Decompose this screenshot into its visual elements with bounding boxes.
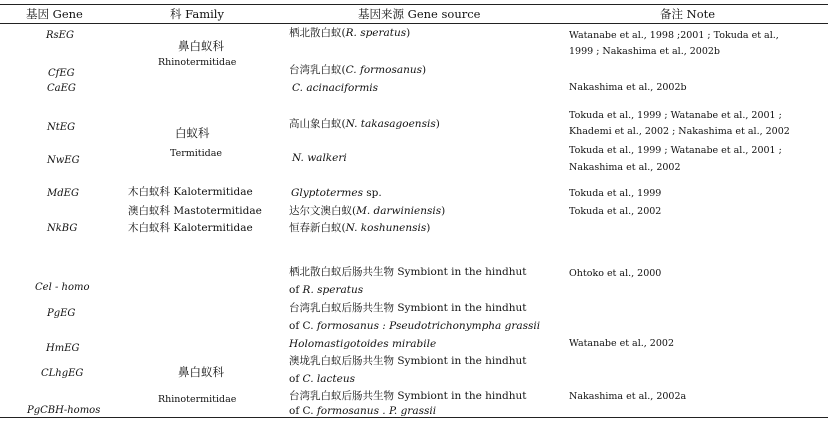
gene-nweg: NwEG [47,155,80,166]
source-species: formosanus . P. grassii [316,405,437,417]
gene-caeg: CaEG [47,83,76,94]
family-kalotermitidae-2: 木白蚁科 Kalotermitidae [128,222,253,234]
source-symbiont-c-formosanus-l2 [289,320,540,332]
gene-nteg: NtEG [47,122,76,133]
source-symbiont-c-formosanus-l1: 台湾乳白蚁后肠共生物 Symbiont in the hindhut [289,302,527,314]
header-rule [0,23,828,24]
source-species: N. takasagoensis [345,118,436,130]
source-cn: 栖北散白蚁( [289,27,346,39]
header-note: 备注 Note [660,7,716,21]
header-family: 科 Family [170,7,224,21]
note-6: Tokuda et al., 2002 [569,206,662,217]
note-2: Nakashima et al., 2002b [569,82,687,93]
source-species: formosanus : Pseudotrichonympha grassii [316,320,541,332]
family-kalotermitidae-1: 木白蚁科 Kalotermitidae [128,186,253,198]
source-species: C. lacteus [302,373,355,385]
source-species: M. darwiniensis [356,205,442,217]
header-source: 基因来源 Gene source [358,7,481,21]
gene-clhgeg: CLhgEG [41,368,84,379]
source-holomastigotoides: Holomastigotoides mirabile [289,338,437,350]
gene-cel-homo: Cel - homo [35,282,90,293]
source-cn: 达尔文澳白蚁( [289,205,357,217]
bottom-rule [0,417,828,418]
source-n-walkeri: N. walkeri [292,152,347,164]
note-9: Nakashima et al., 2002a [569,391,687,402]
family-rhinotermitidae-en: Rhinotermitidae [158,57,237,68]
source-species: Glyptotermes [291,187,363,199]
header-gene: 基因 Gene [26,7,83,21]
source-symbiont-r-speratus-l1: 栖北散白蚁后肠共生物 Symbiont in the hindhut [289,266,527,278]
note-4-line-2: Nakashima et al., 2002 [569,162,681,173]
gene-rseg: RsEG [46,30,74,41]
source-end: ) [441,205,446,217]
top-rule [0,4,828,5]
family-termitidae-en: Termitidae [170,148,223,159]
source-symbiont-c-lacteus-l1: 澳垅乳白蚁后肠共生物 Symbiont in the hindhut [289,355,527,367]
source-symbiont-p-grassii-l2 [289,405,436,417]
source-of: of [289,373,303,385]
gene-pgeg: PgEG [47,308,76,319]
source-end: ) [435,118,440,130]
gene-mdeg: MdEG [47,188,79,199]
source-of: of [289,284,303,296]
source-species: R. speratus [302,284,364,296]
source-cn: 恒春新白蚁( [289,222,346,234]
source-species: R. speratus [345,27,407,39]
note-7: Ohtoko et al., 2000 [569,268,662,279]
gene-pgcbh-homos: PgCBH-homos [27,405,101,416]
source-species: N. koshunensis [345,222,427,234]
family-rhinotermitidae-2-cn: 鼻白蚁科 [178,365,224,379]
source-symbiont-r-speratus-l2 [289,284,363,296]
family-rhinotermitidae-2-en: Rhinotermitidae [158,394,237,405]
note-4-line-1: Tokuda et al., 1999 ; Watanabe et al., 2001 ; [569,145,782,156]
source-end: ) [426,222,431,234]
note-8: Watanabe et al., 2002 [569,338,674,349]
source-c-acinaciformis: C. acinaciformis [292,82,379,94]
source-symbiont-p-grassii-l1: 台湾乳白蚁后肠共生物 Symbiont in the hindhut [289,390,527,402]
source-species: C. formosanus [345,64,423,76]
note-3-line-2: Khademi et al., 2002 ; Nakashima et al., 2002 [569,126,790,137]
source-glyptotermes [291,187,382,199]
source-n-takasagoensis [289,118,440,130]
source-n-koshunensis [289,222,430,234]
source-m-darwiniensis [289,205,445,217]
gene-hmeg: HmEG [46,343,80,354]
note-1-line-1: Watanabe et al., 1998 ;2001 ; Tokuda et al., [569,30,779,41]
family-rhinotermitidae-cn: 鼻白蚁科 [178,39,224,53]
gene-cfeg: CfEG [48,68,75,79]
source-end: ) [406,27,411,39]
source-r-speratus [289,27,410,39]
family-mastotermitidae: 澳白蚁科 Mastotermitidae [128,205,262,217]
source-c-formosanus [289,64,426,76]
source-cn: 高山象白蚁( [289,118,346,130]
source-symbiont-c-lacteus-l2 [289,373,355,385]
source-end: ) [422,64,427,76]
source-rest: sp. [362,187,382,199]
note-5: Tokuda et al., 1999 [569,188,662,199]
source-of: of C. [289,405,317,417]
source-cn: 台湾乳白蚁( [289,64,346,76]
note-3-line-1: Tokuda et al., 1999 ; Watanabe et al., 2001 ; [569,110,782,121]
note-1-line-2: 1999 ; Nakashima et al., 2002b [569,46,721,57]
family-termitidae-cn: 白蚁科 [175,126,210,140]
source-of: of C. [289,320,317,332]
gene-nkbg: NkBG [47,223,78,234]
